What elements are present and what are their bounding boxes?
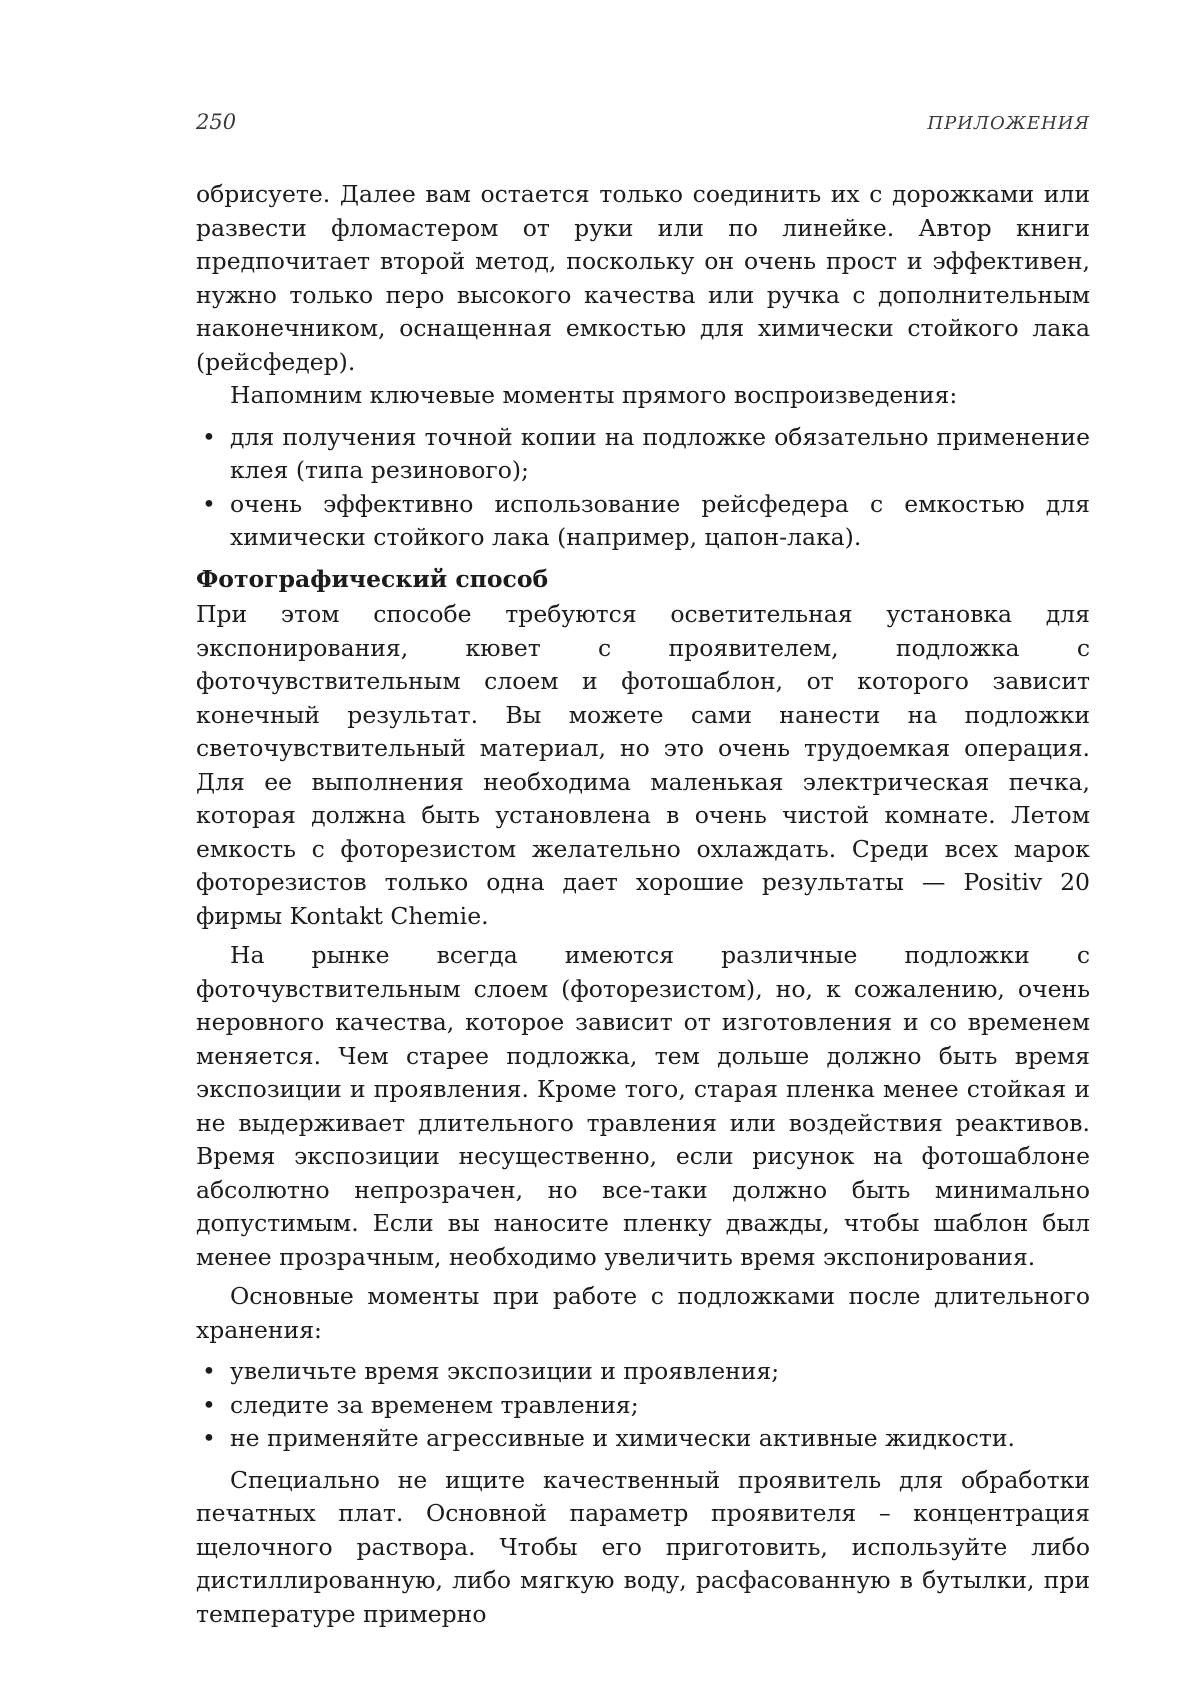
list-item [202,488,1090,555]
bullet-list [196,421,1090,555]
bullet-icon: • [202,1390,216,1419]
bullet-icon: • [202,1424,216,1452]
list-item-text: следите за временем травления; [230,1390,639,1419]
list-item-text: увеличьте время экспозиции и проявления; [230,1357,780,1385]
list-item [202,421,1090,488]
bullet-icon: • [202,422,216,451]
running-header: ПРИЛОЖЕНИЯ [927,113,1090,134]
paragraph: При этом способе требуются осветительная установка для экспонирования, кювет с проявителем, подложка с фоточувствительным слоем и фотошаблон, от которого зависит конечный результат. Вы можете сами нанести на подложки светочувствительный материал, но это очень трудоемкая операция. Для ее выполнения необходима маленькая электрическая печка, которая должна быть установлена в очень чистой комнате. Летом емкость с фоторезистом желательно охлаждать. Среди всех марок фоторезистов только одна дает хорошие результаты — Positiv 20 фирмы Kontakt Chemie. [196,600,1090,930]
paragraph: Специально не ищите качественный проявитель для обработки печатных плат. Основной параметр проявителя – концентрация щелочного раствора. Чтобы его приготовить, используйте либо дистиллированную, либо мягкую воду, расфасованную в бутылки, при температуре примерно [196,1465,1090,1628]
paragraph: обрисуете. Далее вам остается только соединить их с дорожками или развести фломастером от руки или по линейке. Автор книги предпочитает второй метод, поскольку он очень прост и эффективен, нужно только перо высокого качества или ручка с дополнительным наконечником, оснащенная емкостью для химически стойкого лака (рейсфедер). [196,180,1090,376]
list-item [202,1389,1090,1423]
list-item-text: не применяйте агрессивные и химически активные жидкости. [230,1424,1015,1452]
paragraph: Основные моменты при работе с подложками после длительного хранения: [196,1282,1090,1344]
list-item [202,1422,1090,1456]
list-item-text: очень эффективно использование рейсфедера с емкостью для химически стойкого лака (например, цапон-лака). [230,489,1090,551]
section-heading: Фотографический способ [196,564,549,593]
list-item [202,1355,1090,1389]
paragraph: На рынке всегда имеются различные подложки с фоточувствительным слоем (фоторезистом), но, к сожалению, очень неровного качества, которое зависит от изготовления и со временем меняется. Чем старее подложка, тем дольше должно быть время экспозиции и проявления. Кроме того, старая пленка менее стойкая и не выдерживает длительного травления или воздействия реактивов. Время экспозиции несущественно, если рисунок на фотошаблоне абсолютно непрозрачен, но все-таки должно быть минимально допустимым. Если вы наносите пленку дважды, чтобы шаблон был менее прозрачным, необходимо увеличить время экспонирования. [196,941,1090,1271]
page-header [196,110,1090,134]
page-body [196,178,1090,1631]
page-number: 250 [196,110,237,134]
bullet-icon: • [202,489,216,518]
list-item-text: для получения точной копии на подложке обязательно применение клея (типа резинового); [230,422,1090,484]
bullet-list [196,1355,1090,1456]
paragraph: Напомним ключевые моменты прямого воспроизведения: [230,381,958,409]
bullet-icon: • [202,1357,216,1385]
